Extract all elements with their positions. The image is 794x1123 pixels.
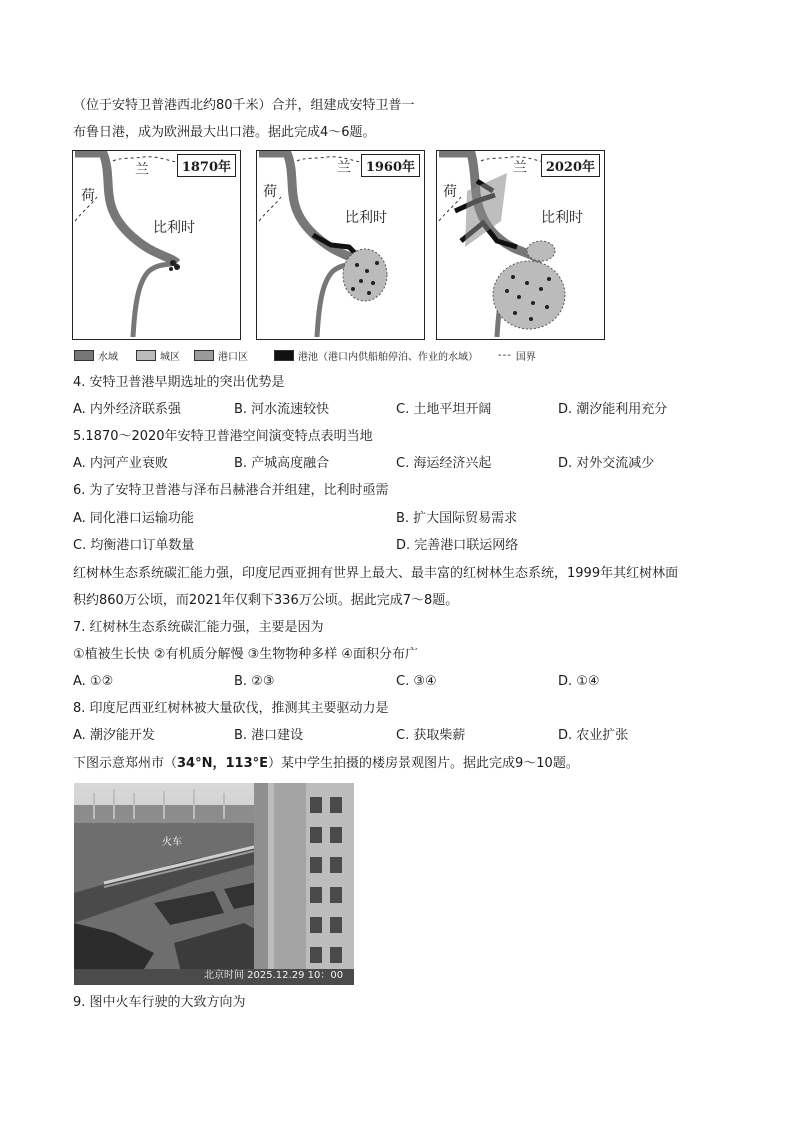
q8-option-a: A. 潮汐能开发 <box>73 728 155 743</box>
q6-option-a: A. 同化港口运输功能 <box>73 511 194 526</box>
q8-stem: 8. 印度尼西亚红树林被大量砍伐，推测其主要驱动力是 <box>73 701 389 716</box>
legend-water-swatch <box>74 350 94 361</box>
map-legend <box>72 348 632 364</box>
q5-option-a: A. 内河产业衰败 <box>73 456 168 471</box>
intro-line-2: 布鲁日港，成为欧洲最大出口港。据此完成4～6题。 <box>73 125 376 140</box>
q4-option-c: C. 土地平坦开阔 <box>396 402 492 417</box>
q7-option-b: B. ②③ <box>234 674 275 689</box>
map-1960-label-top: 兰 <box>337 160 351 176</box>
legend-city-swatch <box>136 350 156 361</box>
q5-option-d: D. 对外交流减少 <box>558 456 655 471</box>
q4-option-b: B. 河水流速较快 <box>234 402 330 417</box>
q8-option-c: C. 获取柴薪 <box>396 728 466 743</box>
map-1870-label-nl: 荷 <box>81 188 95 204</box>
intro-line-1: （位于安特卫普港西北约80千米）合并，组建成安特卫普一 <box>73 98 415 113</box>
q9-stem: 9. 图中火车行驶的大致方向为 <box>73 995 246 1010</box>
zhengzhou-line <box>73 755 579 773</box>
legend-port <box>194 348 248 363</box>
q8-option-d: D. 农业扩张 <box>558 728 629 743</box>
legend-border-line: --- <box>498 350 512 361</box>
q7-stem: 7. 红树林生态系统碳汇能力强，主要是因为 <box>73 620 324 635</box>
legend-dock <box>274 348 478 363</box>
zhengzhou-pre: 下图示意郑州市（ <box>73 756 178 771</box>
legend-border-label: 国界 <box>515 352 536 363</box>
map-2020-year: 2020年 <box>541 154 600 177</box>
map-1960 <box>256 150 425 340</box>
map-1870-drawing <box>73 151 240 339</box>
legend-water-label: 水域 <box>98 352 118 363</box>
map-2020-label-be: 比利时 <box>541 210 583 226</box>
q7-option-c: C. ③④ <box>396 674 437 689</box>
q7-option-d: D. ①④ <box>558 674 600 689</box>
q5-stem: 5.1870～2020年安特卫普港空间演变特点表明当地 <box>73 429 373 444</box>
q5-option-c: C. 海运经济兴起 <box>396 456 492 471</box>
map-2020-label-top: 兰 <box>513 160 527 176</box>
map-1960-label-nl: 荷 <box>263 184 277 200</box>
q7-items: ①植被生长快 ②有机质分解慢 ③生物物种多样 ④面积分布广 <box>73 647 419 662</box>
map-1870-label-top: 兰 <box>135 162 149 178</box>
q7-option-a: A. ①② <box>73 674 114 689</box>
legend-border <box>498 348 536 363</box>
building-photo-drawing <box>74 783 354 985</box>
q4-option-a: A. 内外经济联系强 <box>73 402 181 417</box>
q4-option-d: D. 潮汐能利用充分 <box>558 402 668 417</box>
port-evolution-maps <box>72 150 602 370</box>
q5-option-b: B. 产城高度融合 <box>234 456 330 471</box>
mangrove-line-1: 红树林生态系统碳汇能力强，印度尼西亚拥有世界上最大、最丰富的红树林生态系统，1999年其红树林面 <box>73 566 679 581</box>
map-1960-year: 1960年 <box>361 154 420 177</box>
zhengzhou-post: ）某中学生拍摄的楼房景观图片。据此完成9～10题。 <box>268 756 579 771</box>
train-label: 火车 <box>162 837 182 848</box>
map-1870 <box>72 150 241 340</box>
map-1870-year: 1870年 <box>177 154 236 177</box>
q8-option-b: B. 港口建设 <box>234 728 304 743</box>
legend-port-swatch <box>194 350 214 361</box>
map-2020-drawing <box>437 151 604 339</box>
map-1870-label-be: 比利时 <box>153 220 195 236</box>
legend-port-label: 港口区 <box>218 352 248 363</box>
photo-timestamp: 北京时间 2025.12.29 10：00 <box>204 970 344 981</box>
q4-stem: 4. 安特卫普港早期选址的突出优势是 <box>73 375 285 390</box>
map-1960-drawing <box>257 151 424 339</box>
legend-city <box>136 348 180 363</box>
map-2020-label-nl: 荷 <box>443 184 457 200</box>
q6-stem: 6. 为了安特卫普港与泽布吕赫港合并组建，比利时亟需 <box>73 483 389 498</box>
q6-option-c: C. 均衡港口订单数量 <box>73 538 195 553</box>
legend-city-label: 城区 <box>160 352 180 363</box>
map-2020 <box>436 150 605 340</box>
legend-dock-swatch <box>274 350 294 361</box>
legend-water <box>74 348 118 363</box>
building-photo <box>74 783 354 985</box>
zhengzhou-coords: 34°N，113°E <box>177 756 269 771</box>
map-1960-label-be: 比利时 <box>345 210 387 226</box>
mangrove-line-2: 积约860万公顷，而2021年仅剩下336万公顷。据此完成7～8题。 <box>73 593 459 608</box>
q6-option-b: B. 扩大国际贸易需求 <box>396 511 518 526</box>
q6-option-d: D. 完善港口联运网络 <box>396 538 519 553</box>
legend-dock-label: 港池（港口内供船舶停泊、作业的水域） <box>298 352 478 363</box>
